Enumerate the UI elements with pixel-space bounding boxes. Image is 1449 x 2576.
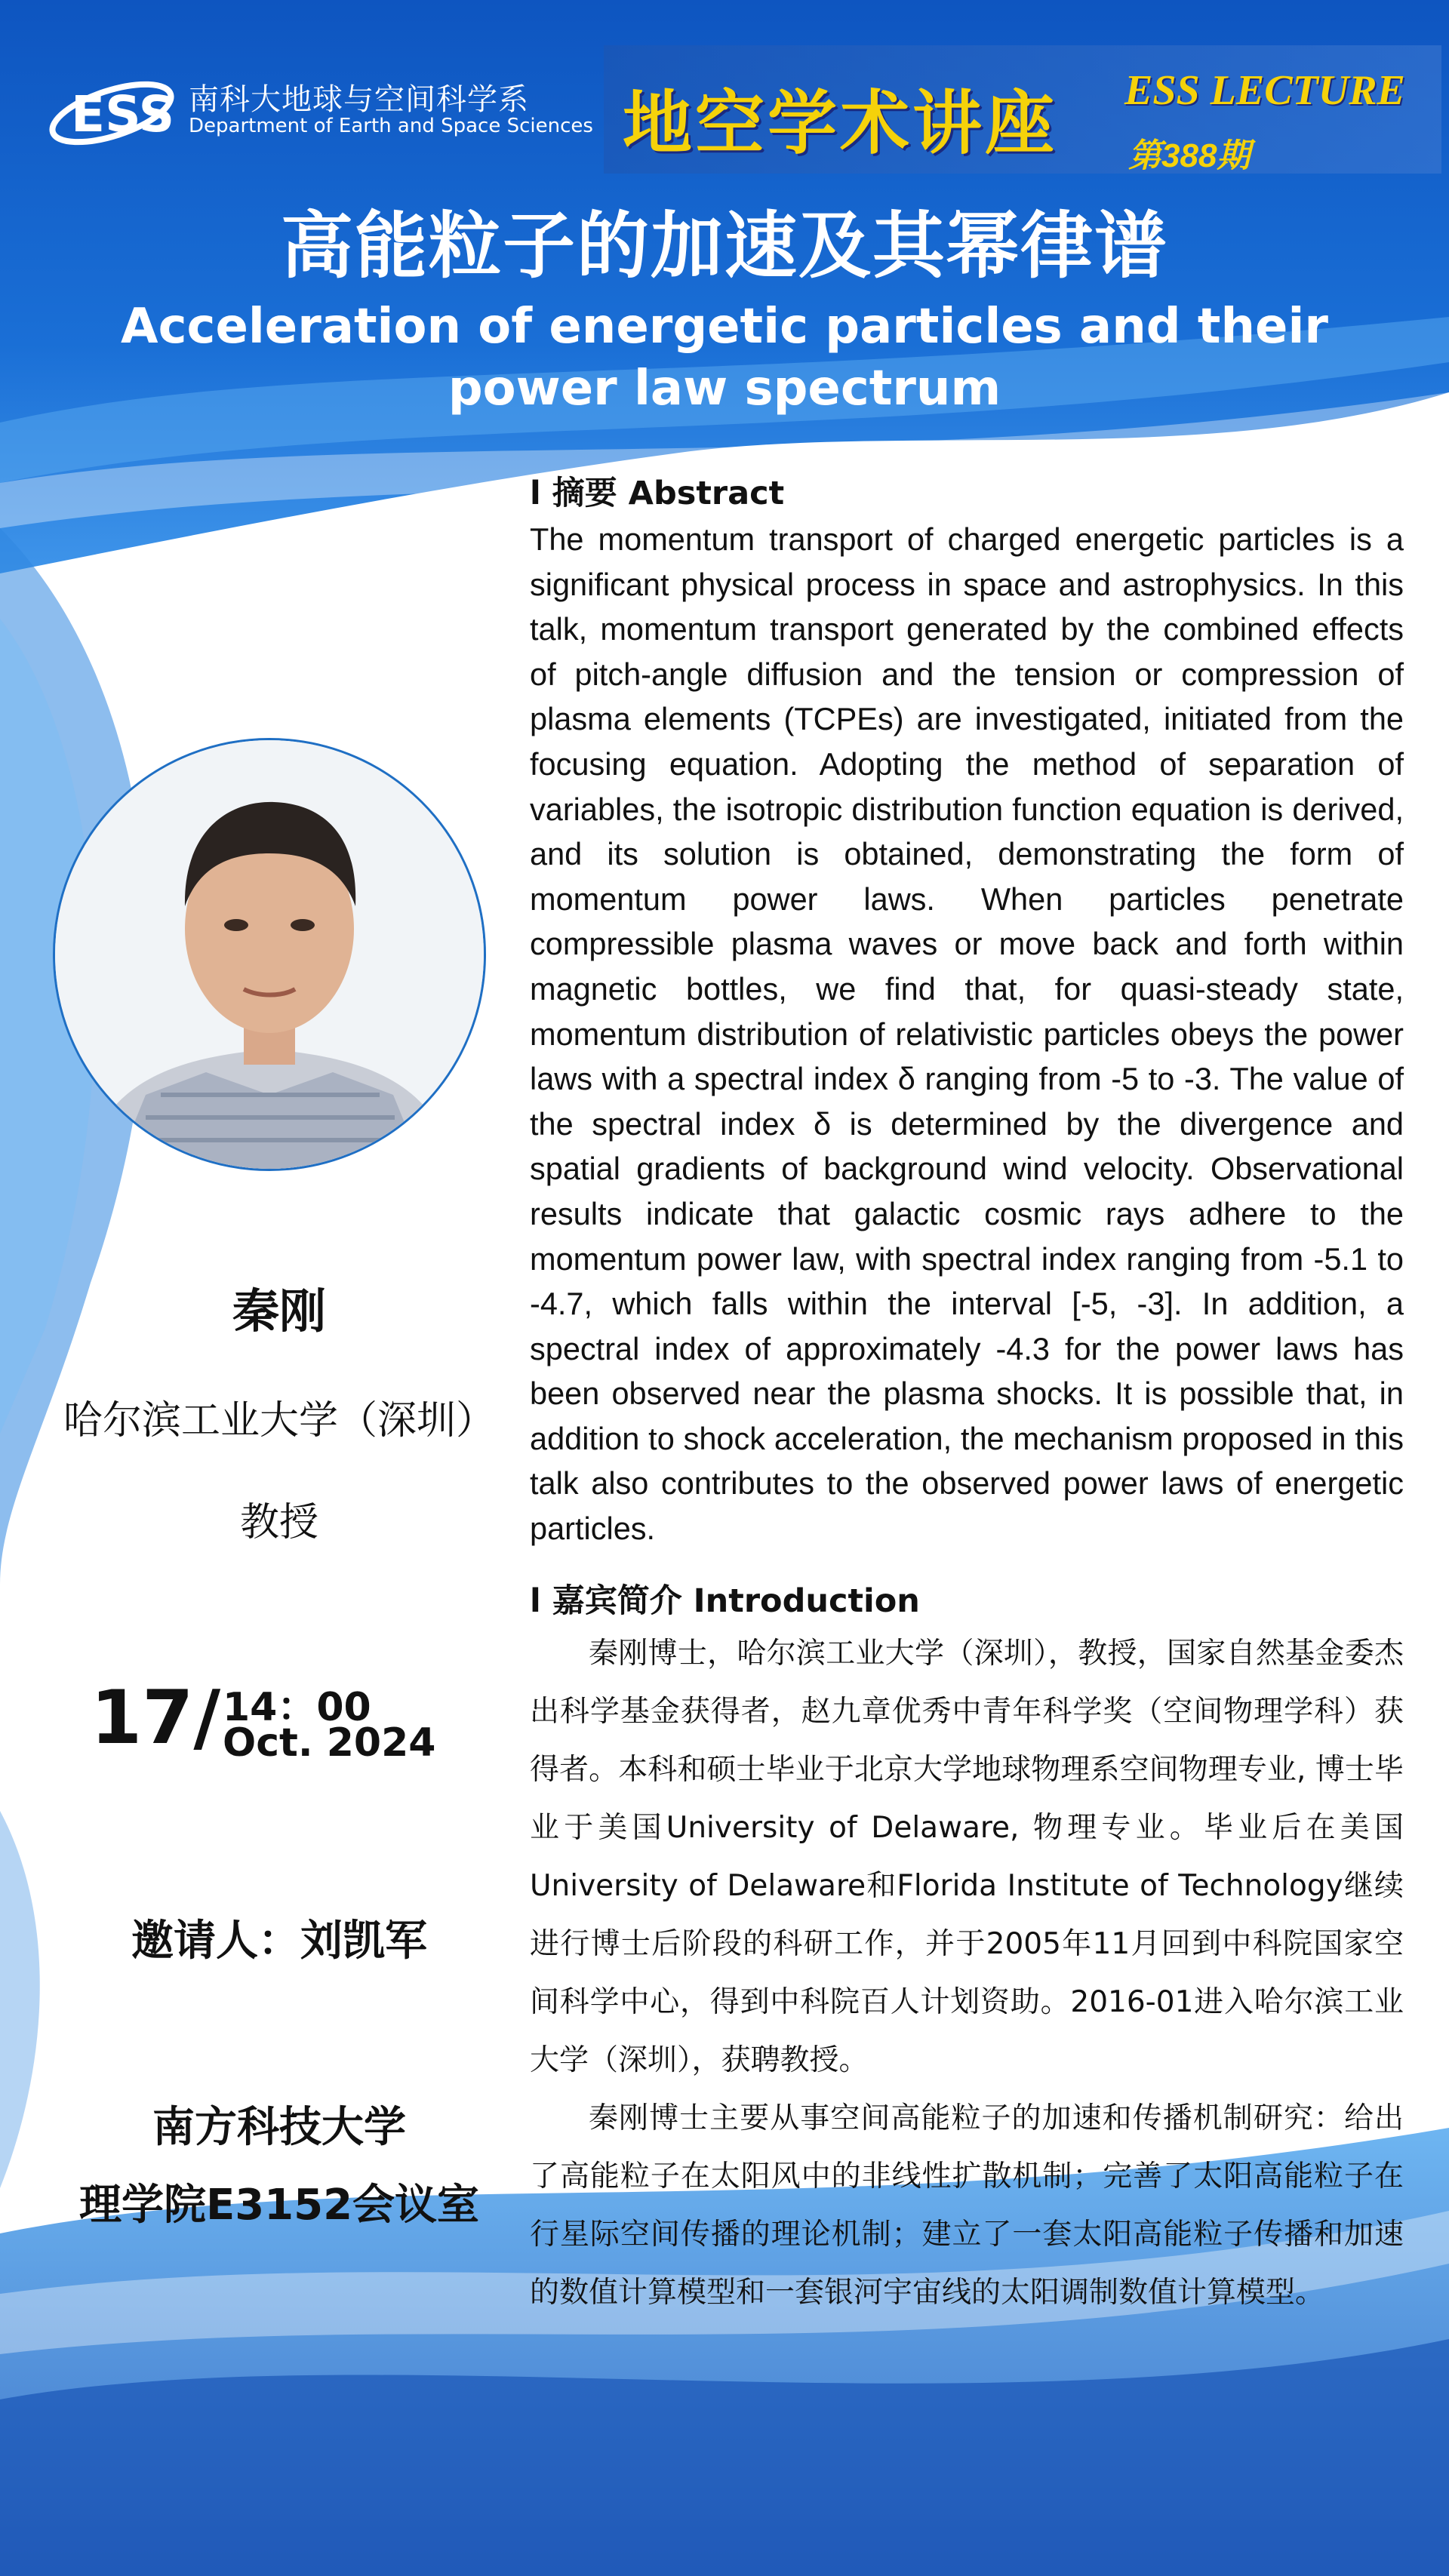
inviter: 邀请人：刘凯军 (131, 1917, 427, 1966)
date-month-year: Oct. 2024 (223, 1720, 436, 1766)
sustech-ess-logo-icon (44, 68, 180, 158)
talk-title-en: Acceleration of energetic particles and their power law spectrum (121, 299, 1328, 417)
introduction-paragraph: 秦刚博士，哈尔滨工业大学（深圳），教授，国家自然基金委杰出科学基金获得者，赵九章优秀中青年科学奖（空间物理学科）获得者。本科和硕士毕业于北京大学地球物理系空间物理专业, 博士毕业于美国University of Delaware, 物理专业。毕业后在美国University of Delaware和Florida Institute of Technology继续进行博士后阶段的科研工作，并于2005年11月回到中科院国家空间科学中心，得到中科院百人计划资助。2016-01进入哈尔滨工业大学（深圳），获聘教授。 (530, 1636, 1404, 2077)
venue-line-2: 理学院E3152会议室 (78, 2181, 480, 2230)
speaker-name: 秦刚 (232, 1283, 326, 1339)
lecture-series-title-en: ESS LECTURE (1124, 67, 1405, 114)
content-column (530, 468, 1404, 2322)
talk-title-zh: 高能粒子的加速及其幂律谱 (281, 204, 1168, 288)
department-name-en: Department of Earth and Space Sciences (189, 115, 593, 137)
date-day: 17/ (91, 1675, 221, 1761)
svg-text:ESS: ESS (71, 85, 175, 143)
speaker-position: 教授 (239, 1500, 318, 1545)
department-name-zh: 南科大地球与空间科学系 (189, 82, 529, 117)
speaker-affiliation: 哈尔滨工业大学（深圳） (63, 1398, 495, 1443)
abstract-text: The momentum transport of charged energetic particles is a significant physical process in space and astrophysics. In this talk, momentum transport generated by the combined effects of pitch-angle diffusion and the tension or compression of plasma elements (TCPEs) are investigated, initiated from the focusing equation. Adopting the method of separation of variables, the isotropic distribution function equation is derived, and its solution is obtained, demonstrating the form of momentum power laws. When particles penetrate compressible plasma waves or move back and forth within magnetic bottles, we find that, for quasi-steady state, momentum distribution of relativistic particles obeys the power laws with a spectral index δ ranging from -5 to -3. The value of the spectral index δ is determined by the divergence and spatial gradients of background wind velocity. Observational results indicate that galactic cosmic rays adhere to the momentum power law, with spectral index ranging from -5.1 to -4.7, which falls within the interval [-5, -3]. In addition, a spectral index of approximately -4.3 for the power laws has been observed near the plasma shocks. It is possible that, in addition to shock acceleration, the mechanism proposed in this talk also contributes to the observed power laws of energetic particles. (530, 521, 1404, 1547)
venue-line-1: 南方科技大学 (152, 2103, 406, 2152)
introduction-heading: l 嘉宾简介 Introduction (530, 1582, 920, 1620)
introduction-paragraph: 秦刚博士主要从事空间高能粒子的加速和传播机制研究：给出了高能粒子在太阳风中的非线性扩散机制；完善了太阳高能粒子在行星际空间传播的理论机制；建立了一套太阳高能粒子传播和加速的数值计算模型和一套银河宇宙线的太阳调制数值计算模型。 (530, 2101, 1404, 2310)
issue-number: 第388期 (1128, 137, 1251, 174)
date-time: 14：00 (223, 1685, 371, 1730)
speaker-portrait (53, 738, 486, 1171)
abstract-heading: l 摘要 Abstract (530, 475, 785, 512)
lecture-series-title-zh: 地空学术讲座 (623, 82, 1058, 164)
